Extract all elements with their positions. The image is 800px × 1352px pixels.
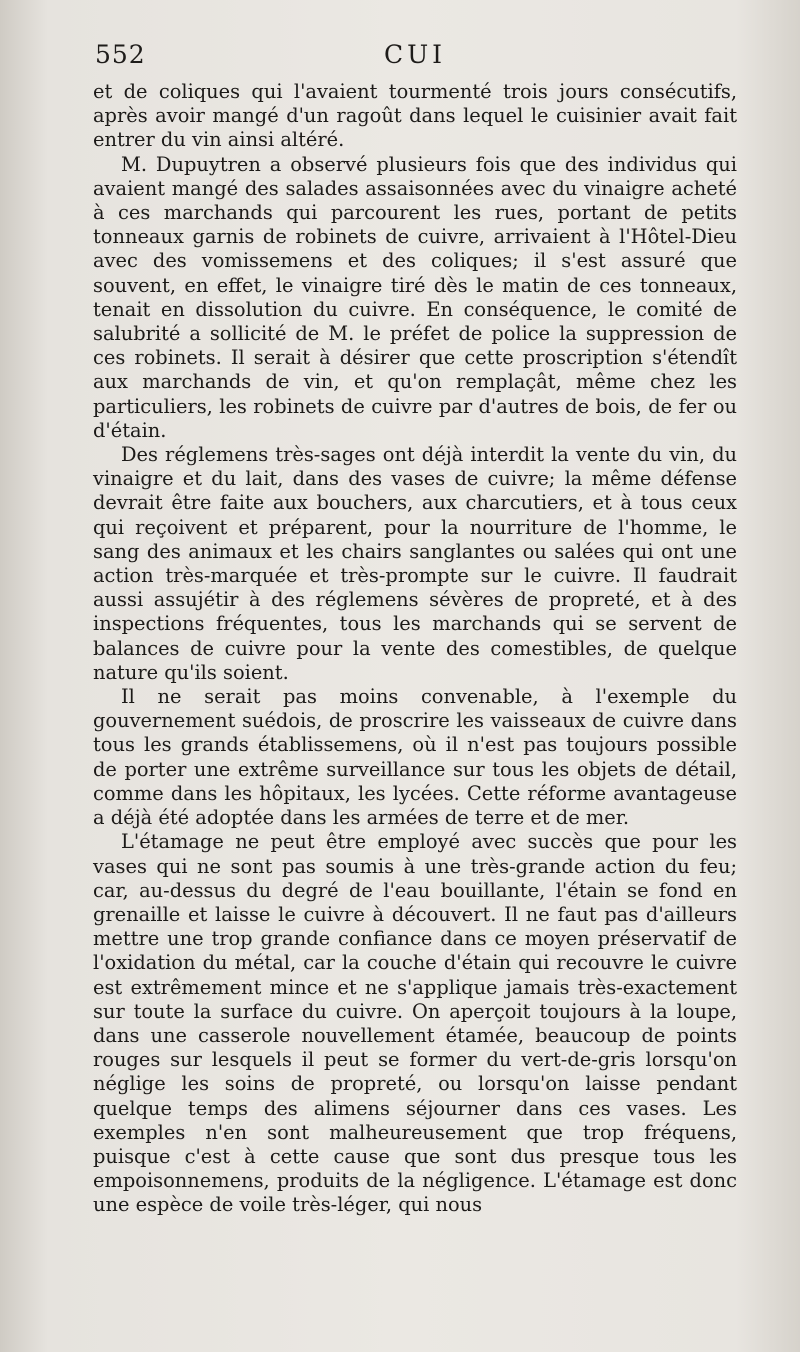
paragraph-dupuytren: M. Dupuytren a observé plusieurs fois que des individus qui avaient mangé des salades assaisonnées avec du vinaigre acheté à ces marchands qui parcourent les rues, portant de petits tonneaux garnis de robinets de cuivre, arrivaient à l'Hôtel-Dieu avec des vomissemens et des coliques; il s'est assuré que souvent, en effet, le vinaigre tiré dès le matin de ces tonneaux, tenait en dissolution du cuivre. En conséquence, le comité de salubrité a sollicité de M. le préfet de police la suppression de ces robinets. Il serait à désirer que cette proscription s'étendît aux marchands de vin, et qu'on remplaçât, même chez les particuliers, les robinets de cuivre par d'autres de bois, de fer ou d'étain. (93, 152, 737, 442)
body-text (93, 80, 737, 1218)
paragraph-etamage: L'étamage ne peut être employé avec succès que pour les vases qui ne sont pas soumis à une très-grande action du feu; car, au-dessus du degré de l'eau bouillante, l'étain se fond en grenaille et laisse le cuivre à découvert. Il ne faut pas d'ailleurs mettre une trop grande confiance dans ce moyen préservatif de l'oxidation du métal, car la couche d'étain qui recouvre le cuivre est extrêmement mince et ne s'applique jamais très-exactement sur toute la surface du cuivre. On aperçoit toujours à la loupe, dans une casserole nouvellement étamée, beaucoup de points rouges sur lesquels il peut se former du vert-de-gris lorsqu'on néglige les soins de propreté, ou lorsqu'on laisse pendant quelque temps des alimens séjourner dans ces vases. Les exemples n'en sont malheureusement que trop fréquens, puisque c'est à cette cause que sont dus presque tous les empoisonnemens, produits de la négligence. L'étamage est donc une espèce de voile très-léger, qui nous (93, 830, 737, 1217)
paragraph-gouvernement-suedois: Il ne serait pas moins convenable, à l'exemple du gouvernement suédois, de proscrire les vaisseaux de cuivre dans tous les grands établissemens, où il n'est pas toujours possible de porter une extrême surveillance sur tous les objets de détail, comme dans les hôpitaux, les lycées. Cette réforme avantageuse a déjà été adoptée dans les armées de terre et de mer. (93, 685, 737, 830)
page-number: 552 (95, 40, 146, 69)
page-header (95, 40, 735, 74)
running-head: CUI (383, 40, 447, 69)
paragraph-reglemens: Des réglemens très-sages ont déjà interdit la vente du vin, du vinaigre et du lait, dans des vases de cuivre; la même défense devrait être faite aux bouchers, aux charcutiers, et à tous ceux qui reçoivent et préparent, pour la nourriture de l'homme, le sang des animaux et les chairs sanglantes ou salées qui ont une action très-marquée et très-prompte sur le cuivre. Il faudrait aussi assujétir à des réglemens sévères de propreté, et à des inspections fréquentes, tous les marchands qui se servent de balances de cuivre pour la vente des comestibles, de quelque nature qu'ils soient. (93, 443, 737, 684)
paragraph-continuation: et de coliques qui l'avaient tourmenté trois jours consécutifs, après avoir mangé d'un ragoût dans lequel le cuisinier avait fait entrer du vin ainsi altéré. (93, 80, 737, 152)
